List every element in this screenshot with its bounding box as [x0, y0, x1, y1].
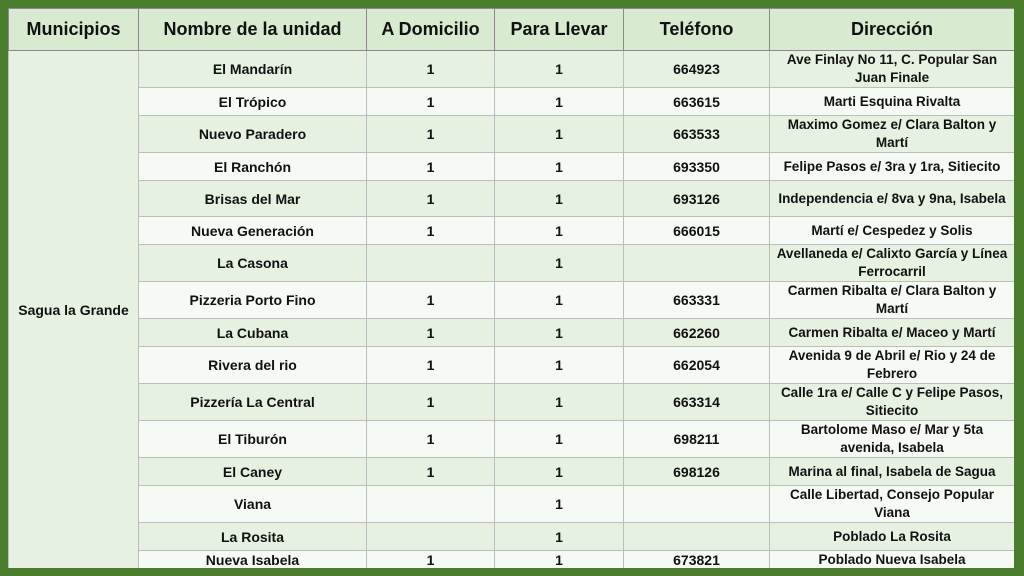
- llevar-cell: 1: [495, 486, 624, 523]
- telefono-cell: 663533: [624, 116, 770, 153]
- restaurant-table-sheet: [8, 8, 1014, 568]
- telefono-cell: 664923: [624, 51, 770, 88]
- table-row: [9, 458, 1015, 486]
- domicilio-cell: 1: [367, 153, 495, 181]
- domicilio-cell: 1: [367, 282, 495, 319]
- table-row: [9, 245, 1015, 282]
- telefono-cell: 662260: [624, 319, 770, 347]
- direccion-cell: Avenida 9 de Abril e/ Rio y 24 de Febrero: [770, 347, 1015, 384]
- direccion-cell: Maximo Gomez e/ Clara Balton y Martí: [770, 116, 1015, 153]
- domicilio-cell: 1: [367, 347, 495, 384]
- telefono-cell: 663331: [624, 282, 770, 319]
- telefono-cell: 666015: [624, 217, 770, 245]
- table-row: [9, 486, 1015, 523]
- domicilio-cell: [367, 245, 495, 282]
- domicilio-cell: 1: [367, 458, 495, 486]
- header-municipios: Municipios: [9, 9, 139, 51]
- nombre-cell: El Ranchón: [139, 153, 367, 181]
- llevar-cell: 1: [495, 421, 624, 458]
- telefono-cell: 693126: [624, 181, 770, 217]
- nombre-cell: Pizzería La Central: [139, 384, 367, 421]
- direccion-cell: Marti Esquina Rivalta: [770, 88, 1015, 116]
- direccion-cell: Marina al final, Isabela de Sagua: [770, 458, 1015, 486]
- nombre-cell: El Trópico: [139, 88, 367, 116]
- domicilio-cell: 1: [367, 551, 495, 569]
- llevar-cell: 1: [495, 282, 624, 319]
- domicilio-cell: 1: [367, 319, 495, 347]
- municipio-cell: Sagua la Grande: [9, 51, 139, 569]
- domicilio-cell: 1: [367, 51, 495, 88]
- telefono-cell: 662054: [624, 347, 770, 384]
- direccion-cell: Martí e/ Cespedez y Solis: [770, 217, 1015, 245]
- domicilio-cell: 1: [367, 116, 495, 153]
- header-nombre: Nombre de la unidad: [139, 9, 367, 51]
- nombre-cell: El Mandarín: [139, 51, 367, 88]
- direccion-cell: Calle 1ra e/ Calle C y Felipe Pasos, Sitiecito: [770, 384, 1015, 421]
- llevar-cell: 1: [495, 458, 624, 486]
- direccion-cell: Calle Libertad, Consejo Popular Viana: [770, 486, 1015, 523]
- header-row: [9, 9, 1015, 51]
- nombre-cell: Pizzeria Porto Fino: [139, 282, 367, 319]
- direccion-cell: Poblado Nueva Isabela: [770, 551, 1015, 569]
- domicilio-cell: [367, 523, 495, 551]
- nombre-cell: La Casona: [139, 245, 367, 282]
- llevar-cell: 1: [495, 88, 624, 116]
- domicilio-cell: 1: [367, 217, 495, 245]
- table-row: [9, 347, 1015, 384]
- header-telefono: Teléfono: [624, 9, 770, 51]
- table-row: [9, 153, 1015, 181]
- table-row: [9, 181, 1015, 217]
- nombre-cell: El Tiburón: [139, 421, 367, 458]
- llevar-cell: 1: [495, 51, 624, 88]
- telefono-cell: 698211: [624, 421, 770, 458]
- nombre-cell: Rivera del rio: [139, 347, 367, 384]
- llevar-cell: 1: [495, 551, 624, 569]
- llevar-cell: 1: [495, 181, 624, 217]
- header-direccion: Dirección: [770, 9, 1015, 51]
- llevar-cell: 1: [495, 319, 624, 347]
- telefono-cell: 663314: [624, 384, 770, 421]
- llevar-cell: 1: [495, 523, 624, 551]
- table-row: [9, 384, 1015, 421]
- nombre-cell: La Cubana: [139, 319, 367, 347]
- direccion-cell: Felipe Pasos e/ 3ra y 1ra, Sitiecito: [770, 153, 1015, 181]
- header-domicilio: A Domicilio: [367, 9, 495, 51]
- table-row: [9, 88, 1015, 116]
- domicilio-cell: 1: [367, 88, 495, 116]
- nombre-cell: Nueva Generación: [139, 217, 367, 245]
- nombre-cell: Nuevo Paradero: [139, 116, 367, 153]
- domicilio-cell: 1: [367, 421, 495, 458]
- nombre-cell: El Caney: [139, 458, 367, 486]
- llevar-cell: 1: [495, 347, 624, 384]
- table-row: [9, 421, 1015, 458]
- llevar-cell: 1: [495, 217, 624, 245]
- table-row: [9, 51, 1015, 88]
- table-row: [9, 319, 1015, 347]
- nombre-cell: Brisas del Mar: [139, 181, 367, 217]
- direccion-cell: Carmen Ribalta e/ Maceo y Martí: [770, 319, 1015, 347]
- nombre-cell: Viana: [139, 486, 367, 523]
- telefono-cell: 673821: [624, 551, 770, 569]
- table-row: [9, 282, 1015, 319]
- llevar-cell: 1: [495, 384, 624, 421]
- direccion-cell: Poblado La Rosita: [770, 523, 1015, 551]
- direccion-cell: Bartolome Maso e/ Mar y 5ta avenida, Isabela: [770, 421, 1015, 458]
- table-row: [9, 523, 1015, 551]
- units-table: [8, 8, 1014, 568]
- telefono-cell: 693350: [624, 153, 770, 181]
- nombre-cell: La Rosita: [139, 523, 367, 551]
- domicilio-cell: 1: [367, 181, 495, 217]
- direccion-cell: Avellaneda e/ Calixto García y Línea Ferrocarril: [770, 245, 1015, 282]
- telefono-cell: [624, 486, 770, 523]
- table-row: [9, 217, 1015, 245]
- nombre-cell: Nueva Isabela: [139, 551, 367, 569]
- llevar-cell: 1: [495, 153, 624, 181]
- direccion-cell: Independencia e/ 8va y 9na, Isabela: [770, 181, 1015, 217]
- direccion-cell: Ave Finlay No 11, C. Popular San Juan Finale: [770, 51, 1015, 88]
- telefono-cell: [624, 245, 770, 282]
- table-row: [9, 551, 1015, 569]
- telefono-cell: [624, 523, 770, 551]
- header-llevar: Para Llevar: [495, 9, 624, 51]
- llevar-cell: 1: [495, 116, 624, 153]
- domicilio-cell: [367, 486, 495, 523]
- telefono-cell: 698126: [624, 458, 770, 486]
- domicilio-cell: 1: [367, 384, 495, 421]
- telefono-cell: 663615: [624, 88, 770, 116]
- llevar-cell: 1: [495, 245, 624, 282]
- table-row: [9, 116, 1015, 153]
- direccion-cell: Carmen Ribalta e/ Clara Balton y Martí: [770, 282, 1015, 319]
